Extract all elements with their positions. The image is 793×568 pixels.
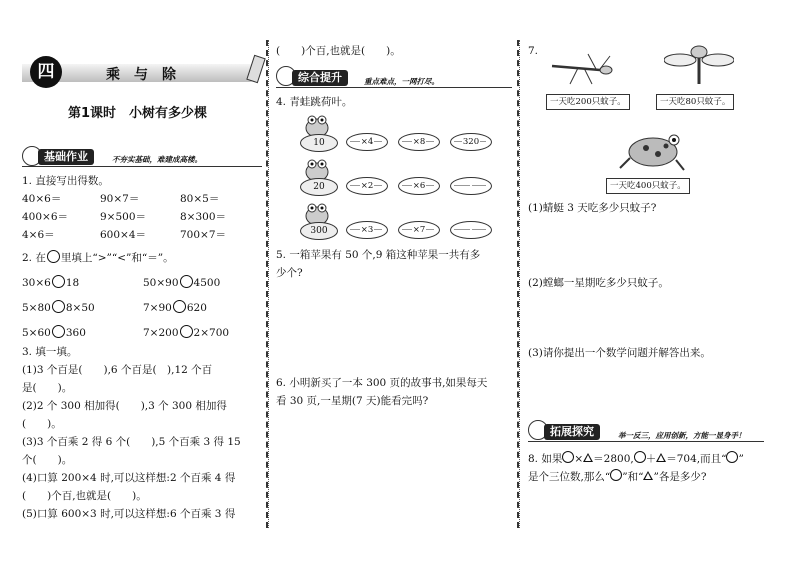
q8-line-1: 8. 如果 × ＝2800, ＋ ＝704,而且“ ” (528, 453, 744, 465)
q2-title-a: 2. 在 (22, 252, 46, 264)
q1-item: 40×6＝ (22, 193, 62, 205)
q6-line: 6. 小明新买了一本 300 页的故事书,如果每天 (276, 377, 488, 389)
q7-question: (1)蜻蜓 3 天吃多少只蚊子? (528, 202, 657, 214)
caption-mantis: 一天吃200只蚊子。 (546, 94, 630, 110)
section-slogan-basic: 不夯实基础，难建成高楼。 (112, 155, 202, 164)
blank-circle-icon (47, 250, 60, 263)
q2-item: 50×90 4500 (143, 277, 221, 289)
circle-symbol-icon (726, 451, 738, 463)
lilypad-leaf[interactable]: ×6 (398, 177, 440, 195)
triangle-symbol-icon (583, 453, 593, 462)
answer-circle[interactable] (180, 325, 193, 338)
q1-title: 1. 直接写出得数。 (22, 175, 109, 187)
triangle-symbol-icon (656, 453, 666, 462)
q1-item: 9×500＝ (100, 211, 147, 223)
q1-item: 400×6＝ (22, 211, 69, 223)
q1-item: 8×300＝ (180, 211, 227, 223)
answer-circle[interactable] (180, 275, 193, 288)
section-underline-extension (528, 441, 764, 442)
lilypad-leaf[interactable]: ×3 (346, 221, 388, 239)
q2-item: 5×80 8×50 (22, 302, 95, 314)
unit-title: 乘与除 (106, 67, 190, 83)
q3-line: (4)口算 200×4 时,可以这样想:2 个百乘 4 得 (22, 472, 236, 484)
mantis-icon (548, 48, 620, 86)
section-underline-comprehensive (276, 87, 512, 88)
q5-line: 少个? (276, 267, 303, 279)
q2-item: 7×200 2×700 (143, 327, 230, 339)
q5-line: 5. 一箱苹果有 50 个,9 箱这种苹果一共有多 (276, 249, 481, 261)
q3-line: (5)口算 600×3 时,可以这样想:6 个百乘 3 得 (22, 508, 236, 520)
answer-circle[interactable] (173, 300, 186, 313)
lilypad-leaf[interactable]: ×4 (346, 133, 388, 151)
column-divider-right-2 (519, 40, 520, 528)
q1-item: 90×7＝ (100, 193, 140, 205)
q1-item: 600×4＝ (100, 229, 147, 241)
q3-line: ( )个百,也就是( )。 (22, 490, 147, 502)
q3-line: ( )。 (22, 418, 62, 430)
q3-continuation: ( )个百,也就是( )。 (276, 45, 401, 57)
q7-number: 7. (528, 45, 539, 57)
lilypad-leaf[interactable]: ×7 (398, 221, 440, 239)
triangle-symbol-icon (643, 471, 653, 480)
lilypad-start: 300 (300, 222, 338, 240)
q1-item: 80×5＝ (180, 193, 220, 205)
q2-item: 7×90 620 (143, 302, 207, 314)
q2-item: 5×60 360 (22, 327, 86, 339)
pencil-icon (246, 55, 265, 83)
dragonfly-icon (664, 44, 734, 86)
q6-line: 看 30 页,一星期(7 天)能看完吗? (276, 395, 429, 407)
q1-item: 4×6＝ (22, 229, 55, 241)
caption-frog: 一天吃400只蚊子。 (606, 178, 690, 194)
circle-symbol-icon (610, 469, 622, 481)
section-label-comprehensive: 综合提升 (292, 70, 348, 86)
q2-item: 30×6 18 (22, 277, 80, 289)
q1-item: 700×7＝ (180, 229, 227, 241)
section-label-basic: 基础作业 (38, 149, 94, 165)
lilypad-leaf[interactable] (450, 221, 492, 239)
lesson-title: 第1课时 小树有多少棵 (68, 106, 208, 121)
lilypad-start: 10 (300, 134, 338, 152)
q3-line: (2)2 个 300 相加得( ),3 个 300 相加得 (22, 400, 227, 412)
q7-question: (3)请你提出一个数学问题并解答出来。 (528, 347, 711, 359)
section-label-extension: 拓展探究 (544, 424, 600, 440)
section-slogan-comprehensive: 重点难点，一网打尽。 (364, 77, 439, 86)
unit-number: 四 (30, 56, 62, 88)
lilypad-leaf[interactable]: 320 (450, 133, 492, 151)
caption-dragonfly: 一天吃80只蚊子。 (656, 94, 734, 110)
q4-title: 4. 青蛙跳荷叶。 (276, 96, 353, 108)
circle-symbol-icon (562, 451, 574, 463)
section-slogan-extension: 举一反三，应用创新，方能一显身手！ (618, 431, 746, 440)
q3-line: 个( )。 (22, 454, 73, 466)
circle-symbol-icon (634, 451, 646, 463)
q3-line: (3)3 个百乘 2 得 6 个( ),5 个百乘 3 得 15 (22, 436, 241, 448)
answer-circle[interactable] (52, 325, 65, 338)
frog-icon (618, 128, 688, 172)
q8-line-2: 是个三位数,那么“ ”和“ ”各是多少? (528, 471, 707, 483)
lilypad-leaf[interactable] (450, 177, 492, 195)
lilypad-start: 20 (300, 178, 338, 196)
q2-title (22, 250, 174, 265)
answer-circle[interactable] (52, 275, 65, 288)
column-divider-mid (268, 40, 269, 528)
section-underline-basic (22, 166, 262, 167)
q2-title-b: 里填上“>”“<”和“＝”。 (60, 252, 174, 264)
lilypad-leaf[interactable]: ×8 (398, 133, 440, 151)
answer-circle[interactable] (52, 300, 65, 313)
q7-question: (2)螳螂一星期吃多少只蚊子。 (528, 277, 669, 289)
q3-line: 是( )。 (22, 382, 73, 394)
lilypad-leaf[interactable]: ×2 (346, 177, 388, 195)
q3-line: (1)3 个百是( ),6 个百是( ),12 个百 (22, 364, 213, 376)
q3-title: 3. 填一填。 (22, 346, 78, 358)
